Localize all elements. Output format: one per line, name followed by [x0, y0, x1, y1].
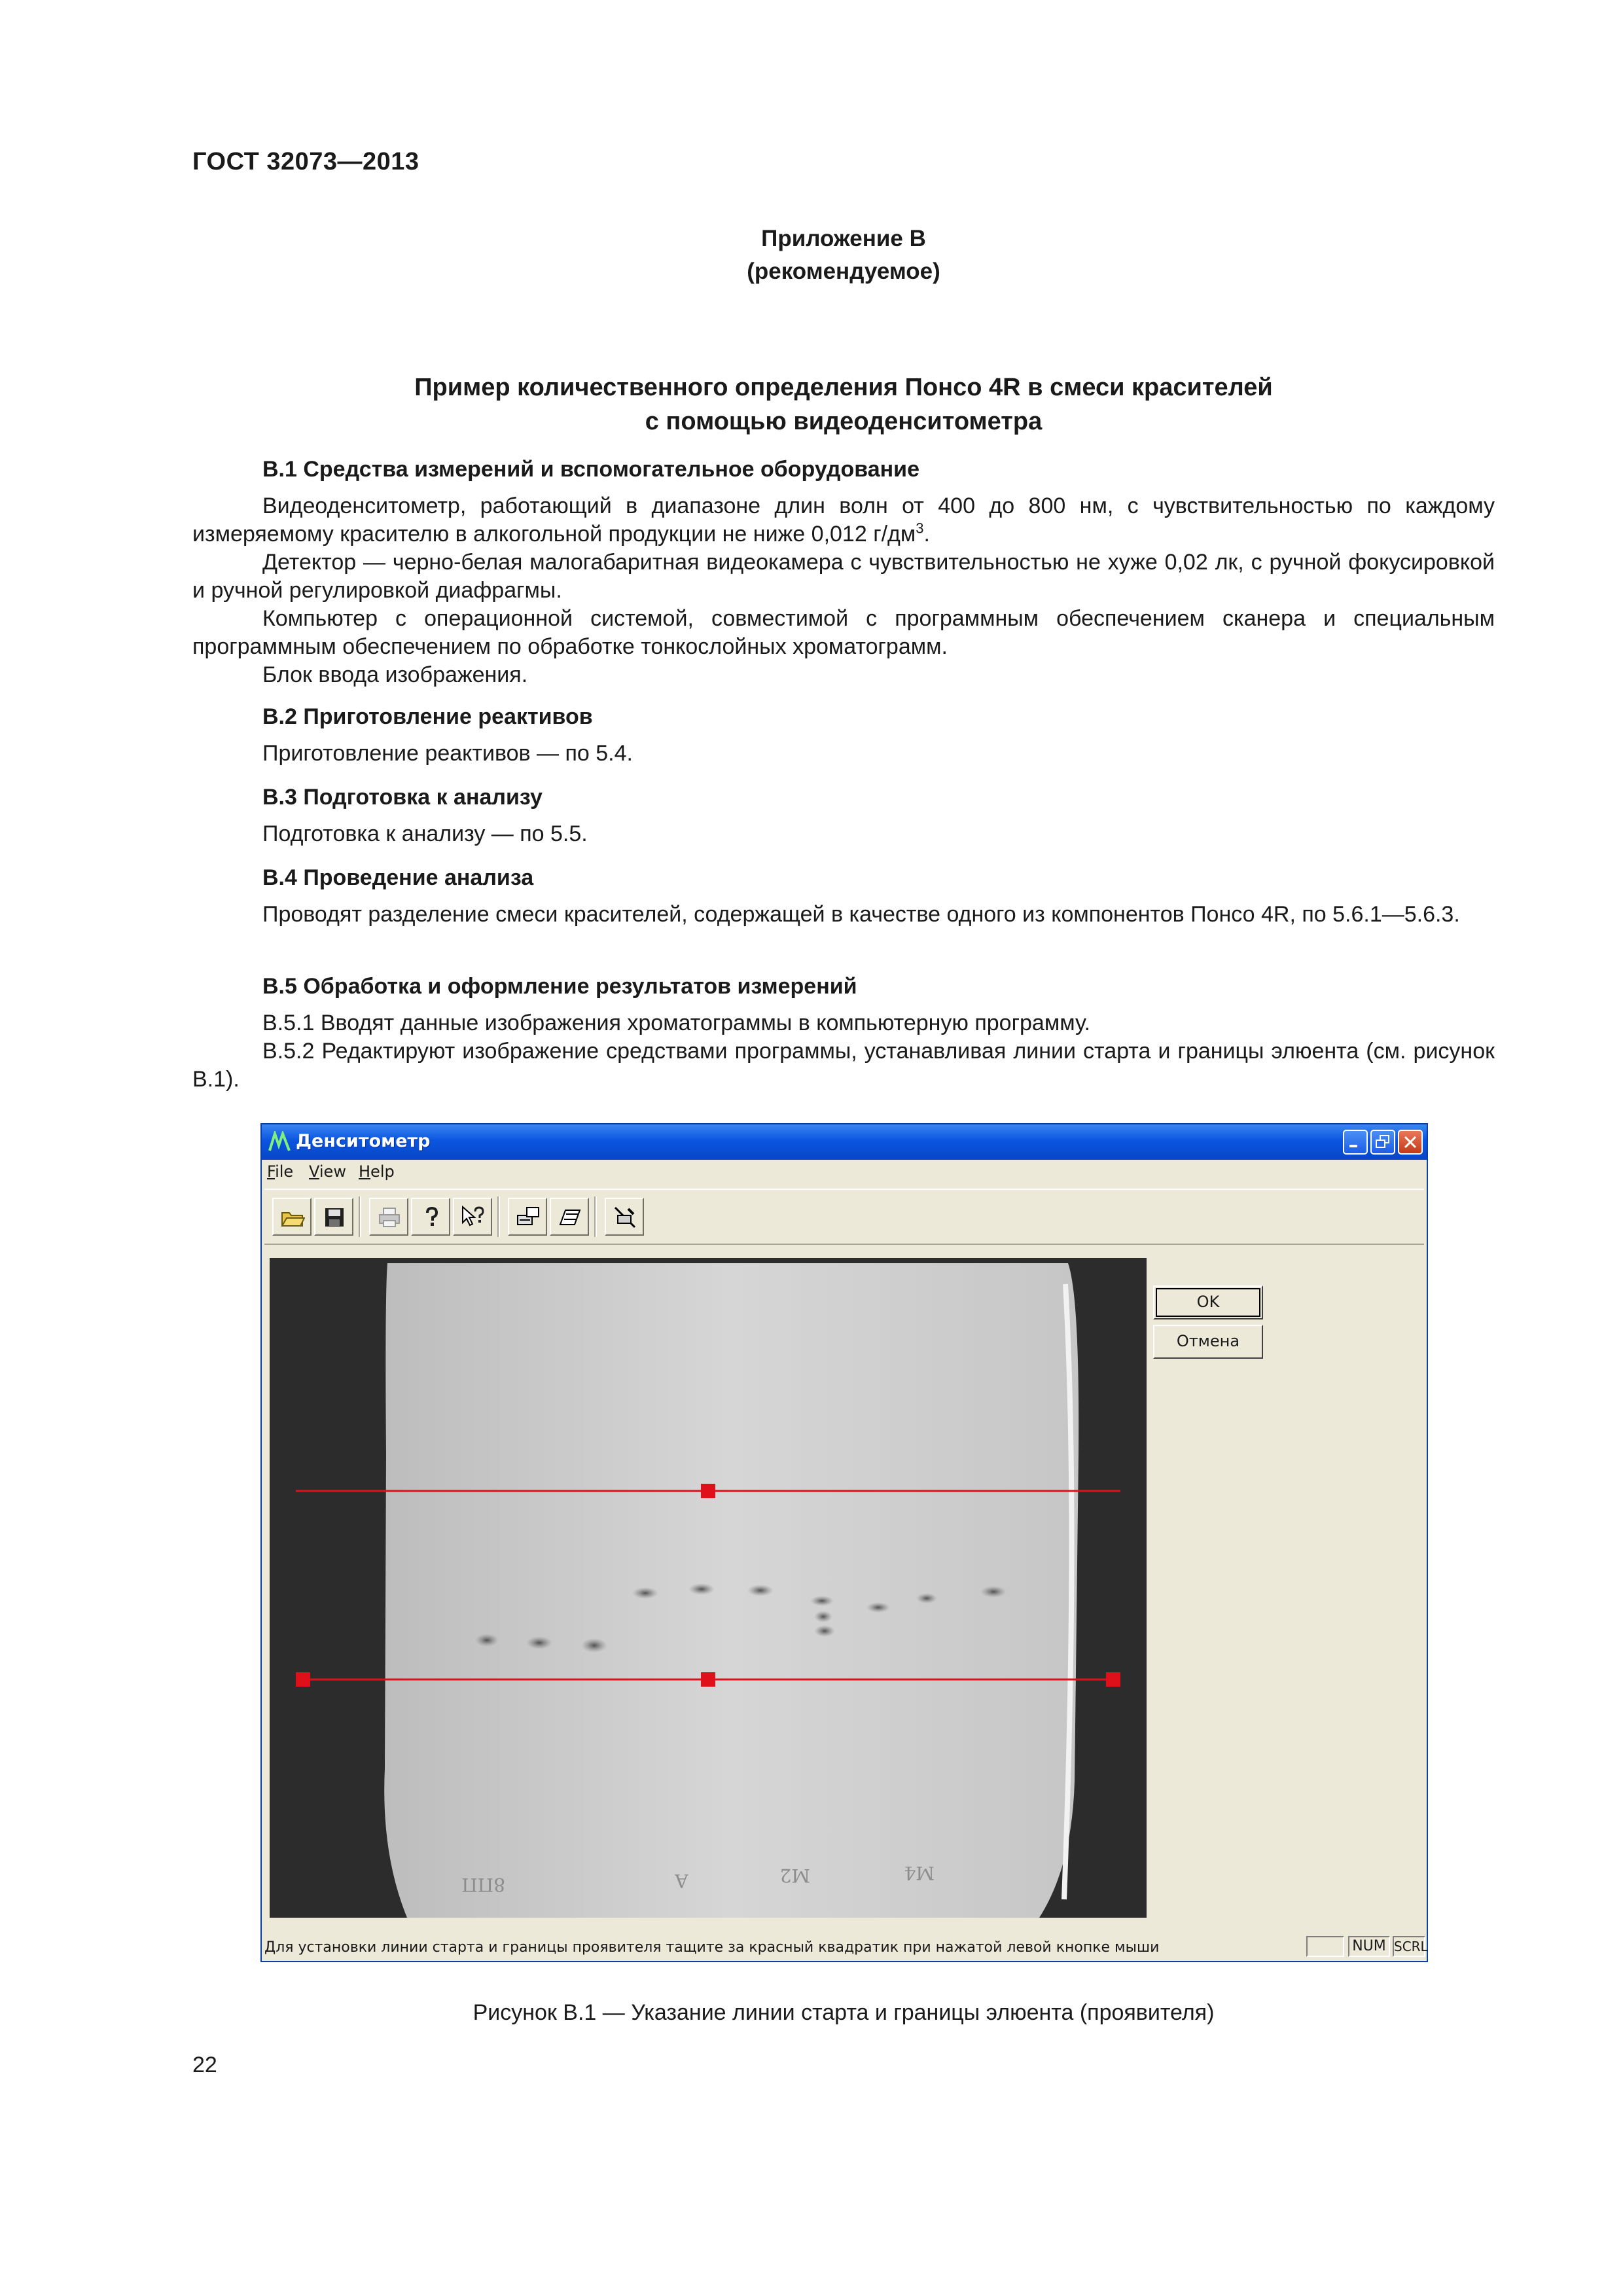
paragraph: В.5.2 Редактируют изображение средствами программы, устанавливая линии старта и границы элюента (см. рисунок В.1). [192, 1039, 1495, 1092]
chromatogram-spot [526, 1636, 552, 1649]
section-b1-body [192, 492, 1495, 689]
paragraph-text: Видеоденситометр, работающий в диапазоне длин волн от 400 до 800 нм, с чувствительностью по каждому измеряемому красителю в алкогольной продукции не ниже 0,012 г/дм [192, 493, 1495, 547]
chromatogram-spot [581, 1638, 607, 1653]
open-folder-icon [280, 1205, 305, 1230]
figure-caption: Рисунок В.1 — Указание линии старта и границы элюента (проявителя) [473, 2000, 1215, 2025]
chromatogram-image [270, 1258, 1147, 1918]
print-button[interactable] [369, 1198, 408, 1236]
front-line-handle[interactable] [701, 1484, 715, 1498]
question-mark-icon [419, 1205, 444, 1230]
chromatogram-spot [916, 1593, 937, 1604]
chromatogram-spot [688, 1583, 715, 1595]
paragraph: В.5.1 Вводят данные изображения хроматограммы в компьютерную программу. [262, 1011, 1090, 1035]
annex-title: Приложение В [761, 226, 926, 251]
plate-label: А [674, 1870, 688, 1892]
paragraph: Компьютер с операционной системой, совместимой с программным обеспечением сканера и специальным программным обеспечением по обработке тонкослойных хроматограмм. [192, 606, 1495, 659]
save-button[interactable] [314, 1198, 353, 1236]
tlc-plate [384, 1263, 1079, 1918]
chromatogram-spot [814, 1611, 832, 1623]
menu-view[interactable]: View [309, 1162, 346, 1181]
chromatogram-spot [475, 1634, 499, 1647]
superscript: 3 [916, 520, 924, 537]
context-help-button[interactable] [453, 1198, 492, 1236]
cancel-button[interactable]: Отмена [1153, 1325, 1263, 1359]
section-b2-body: Приготовление реактивов — по 5.4. [262, 741, 633, 766]
menu-bar [262, 1160, 1427, 1183]
capture-button[interactable] [508, 1198, 547, 1236]
plate-label: М2 [779, 1865, 810, 1886]
densitometer-window [260, 1123, 1428, 1962]
plate-icon [558, 1205, 582, 1230]
section-b1-heading: В.1 Средства измерений и вспомогательное оборудование [262, 457, 919, 482]
plate-label: М4 [904, 1862, 935, 1884]
open-button[interactable] [272, 1198, 312, 1236]
paragraph: Блок ввода изображения. [262, 662, 528, 687]
ok-button[interactable]: OK [1153, 1285, 1263, 1319]
paragraph: Детектор — черно-белая малогабаритная видеокамера с чувствительностью не хуже 0,02 лк, с ручной фокусировкой и ручной регулировкой диафрагмы. [192, 550, 1495, 603]
main-title [192, 370, 1495, 439]
tools-button[interactable] [605, 1198, 644, 1236]
status-message: Для установки линии старта и границы проявителя тащите за красный квадратик при нажатой левой кнопке мыши [264, 1939, 1160, 1956]
printer-icon [377, 1205, 402, 1230]
chromatogram-spot [814, 1625, 835, 1637]
plate-button[interactable] [550, 1198, 589, 1236]
chromatogram-spot [980, 1586, 1007, 1598]
status-bar [262, 1933, 1427, 1961]
window-title: Денситометр [296, 1131, 431, 1151]
annex-subtitle: (рекомендуемое) [747, 259, 940, 284]
section-b2-heading: В.2 Приготовление реактивов [262, 704, 593, 729]
floppy-disk-icon [322, 1205, 347, 1230]
section-b3-body: Подготовка к анализу — по 5.5. [262, 821, 588, 846]
minimize-icon [1347, 1134, 1363, 1150]
close-button[interactable] [1398, 1130, 1423, 1155]
scroll-lock-indicator: SCRL [1393, 1936, 1425, 1957]
num-lock-indicator: NUM [1348, 1936, 1390, 1957]
plate-label: 8ПП [461, 1874, 505, 1895]
menu-help[interactable]: Help [359, 1162, 395, 1181]
pointer-help-icon [461, 1205, 486, 1230]
page-number: 22 [192, 2053, 217, 2077]
toolbar-separator [497, 1196, 500, 1237]
status-cell-empty [1306, 1936, 1344, 1957]
section-b5-heading: В.5 Обработка и оформление результатов измерений [262, 974, 857, 999]
start-line-left-handle[interactable] [296, 1672, 310, 1687]
document-code: ГОСТ 32073—2013 [192, 148, 419, 175]
main-title-line1: Пример количественного определения Понсо 4R в смеси красителей [414, 374, 1273, 401]
chromatogram-spot [810, 1596, 834, 1606]
toolbar-separator [359, 1196, 361, 1237]
restore-icon [1375, 1134, 1391, 1150]
chromatogram-spot [747, 1585, 774, 1596]
about-button[interactable] [411, 1198, 450, 1236]
scanner-icon [516, 1205, 541, 1230]
menu-file[interactable]: File [267, 1162, 294, 1181]
toolbar [264, 1189, 1424, 1245]
section-b3-heading: В.3 Подготовка к анализу [262, 785, 543, 810]
annex-heading [192, 223, 1495, 288]
toolbar-separator [594, 1196, 597, 1237]
close-icon [1402, 1134, 1418, 1150]
section-b5-body [192, 1009, 1495, 1094]
app-icon [268, 1131, 291, 1153]
crossed-tools-icon [613, 1205, 637, 1230]
start-line-right-handle[interactable] [1106, 1672, 1120, 1687]
section-b4-body: Проводят разделение смеси красителей, содержащей в качестве одного из компонентов Понсо 4R, по 5.6.1—5.6.3. [262, 902, 1460, 927]
chromatogram-view[interactable] [270, 1258, 1147, 1918]
paragraph-end: . [923, 522, 930, 547]
paragraph [192, 492, 1495, 548]
section-b4-heading: В.4 Проведение анализа [262, 865, 534, 890]
title-bar[interactable] [262, 1124, 1427, 1160]
main-title-line2: с помощью видеоденситометра [645, 408, 1043, 435]
minimize-button[interactable] [1343, 1130, 1368, 1155]
chromatogram-spot [866, 1602, 890, 1613]
maximize-button[interactable] [1370, 1130, 1395, 1155]
start-line-center-handle[interactable] [701, 1672, 715, 1687]
chromatogram-spot [632, 1587, 658, 1599]
